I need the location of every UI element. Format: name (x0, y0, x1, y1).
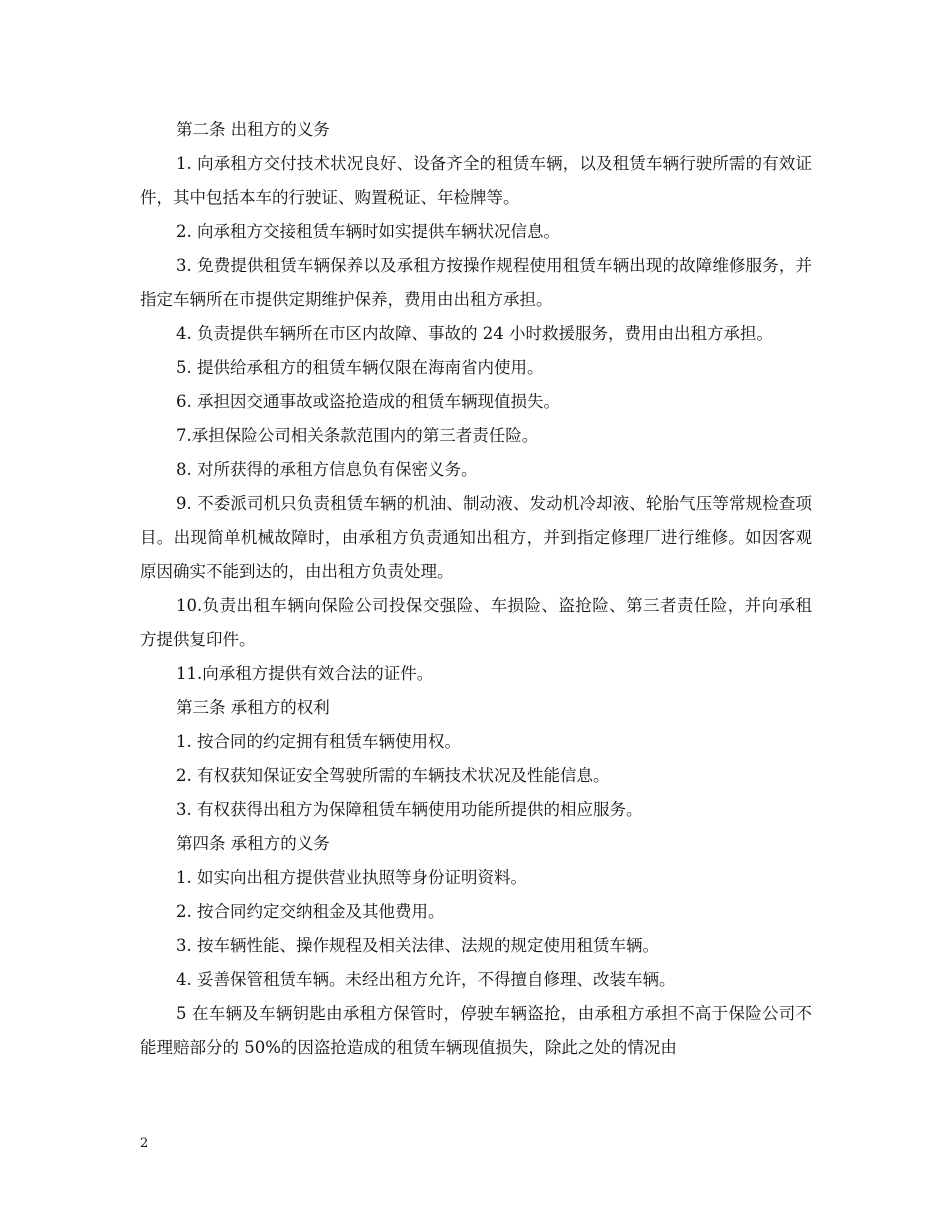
paragraph: 4. 负责提供车辆所在市区内故障、事故的 24 小时救援服务，费用由出租方承担。 (176, 324, 773, 343)
paragraph: 3. 免费提供租赁车辆保养以及承租方按操作规程使用租赁车辆出现的故障维修服务，并指定车辆所在市提供定期维护保养，费用由出租方承担。 (140, 256, 812, 309)
paragraph: 1. 向承租方交付技术状况良好、设备齐全的租赁车辆，以及租赁车辆行驶所需的有效证件，其中包括本车的行驶证、购置税证、年检牌等。 (140, 154, 812, 207)
heading-article-2: 第二条 出租方的义务 (176, 120, 330, 139)
paragraph: 3. 有权获得出租方为保障租赁车辆使用功能所提供的相应服务。 (176, 800, 643, 819)
paragraph: 2. 有权获知保证安全驾驶所需的车辆技术状况及性能信息。 (176, 766, 610, 785)
heading-article-4: 第四条 承租方的义务 (176, 834, 330, 853)
paragraph: 10.负责出租车辆向保险公司投保交强险、车损险、盗抢险、第三者责任险，并向承租方提供复印件。 (140, 596, 812, 649)
heading-article-3: 第三条 承租方的权利 (176, 698, 330, 717)
paragraph: 7.承担保险公司相关条款范围内的第三者责任险。 (176, 426, 539, 445)
paragraph: 9. 不委派司机只负责租赁车辆的机油、制动液、发动机冷却液、轮胎气压等常规检查项目。出现简单机械故障时，由承租方负责通知出租方，并到指定修理厂进行维修。如因客观原因确实不能到达的，由出租方负责处理。 (140, 494, 812, 581)
paragraph: 8. 对所获得的承租方信息负有保密义务。 (176, 460, 478, 479)
paragraph: 1. 如实向出租方提供营业执照等身份证明资料。 (176, 868, 527, 887)
paragraph: 6. 承担因交通事故或盗抢造成的租赁车辆现值损失。 (176, 392, 560, 411)
page-number: 2 (140, 1136, 149, 1151)
paragraph: 5. 提供给承租方的租赁车辆仅限在海南省内使用。 (176, 358, 544, 377)
paragraph: 2. 按合同约定交纳租金及其他费用。 (176, 902, 445, 921)
paragraph: 3. 按车辆性能、操作规程及相关法律、法规的规定使用租赁车辆。 (176, 936, 659, 955)
paragraph: 1. 按合同的约定拥有租赁车辆使用权。 (176, 732, 461, 751)
paragraph: 5 在车辆及车辆钥匙由承租方保管时，停驶车辆盗抢，由承租方承担不高于保险公司不能理赔部分的 50%的因盗抢造成的租赁车辆现值损失，除此之处的情况由 (140, 1004, 812, 1057)
paragraph: 11.向承租方提供有效合法的证件。 (176, 664, 434, 683)
paragraph: 2. 向承租方交接租赁车辆时如实提供车辆状况信息。 (176, 222, 560, 241)
document-body (140, 113, 812, 1065)
paragraph: 4. 妥善保管租赁车辆。未经出租方允许，不得擅自修理、改装车辆。 (176, 970, 676, 989)
